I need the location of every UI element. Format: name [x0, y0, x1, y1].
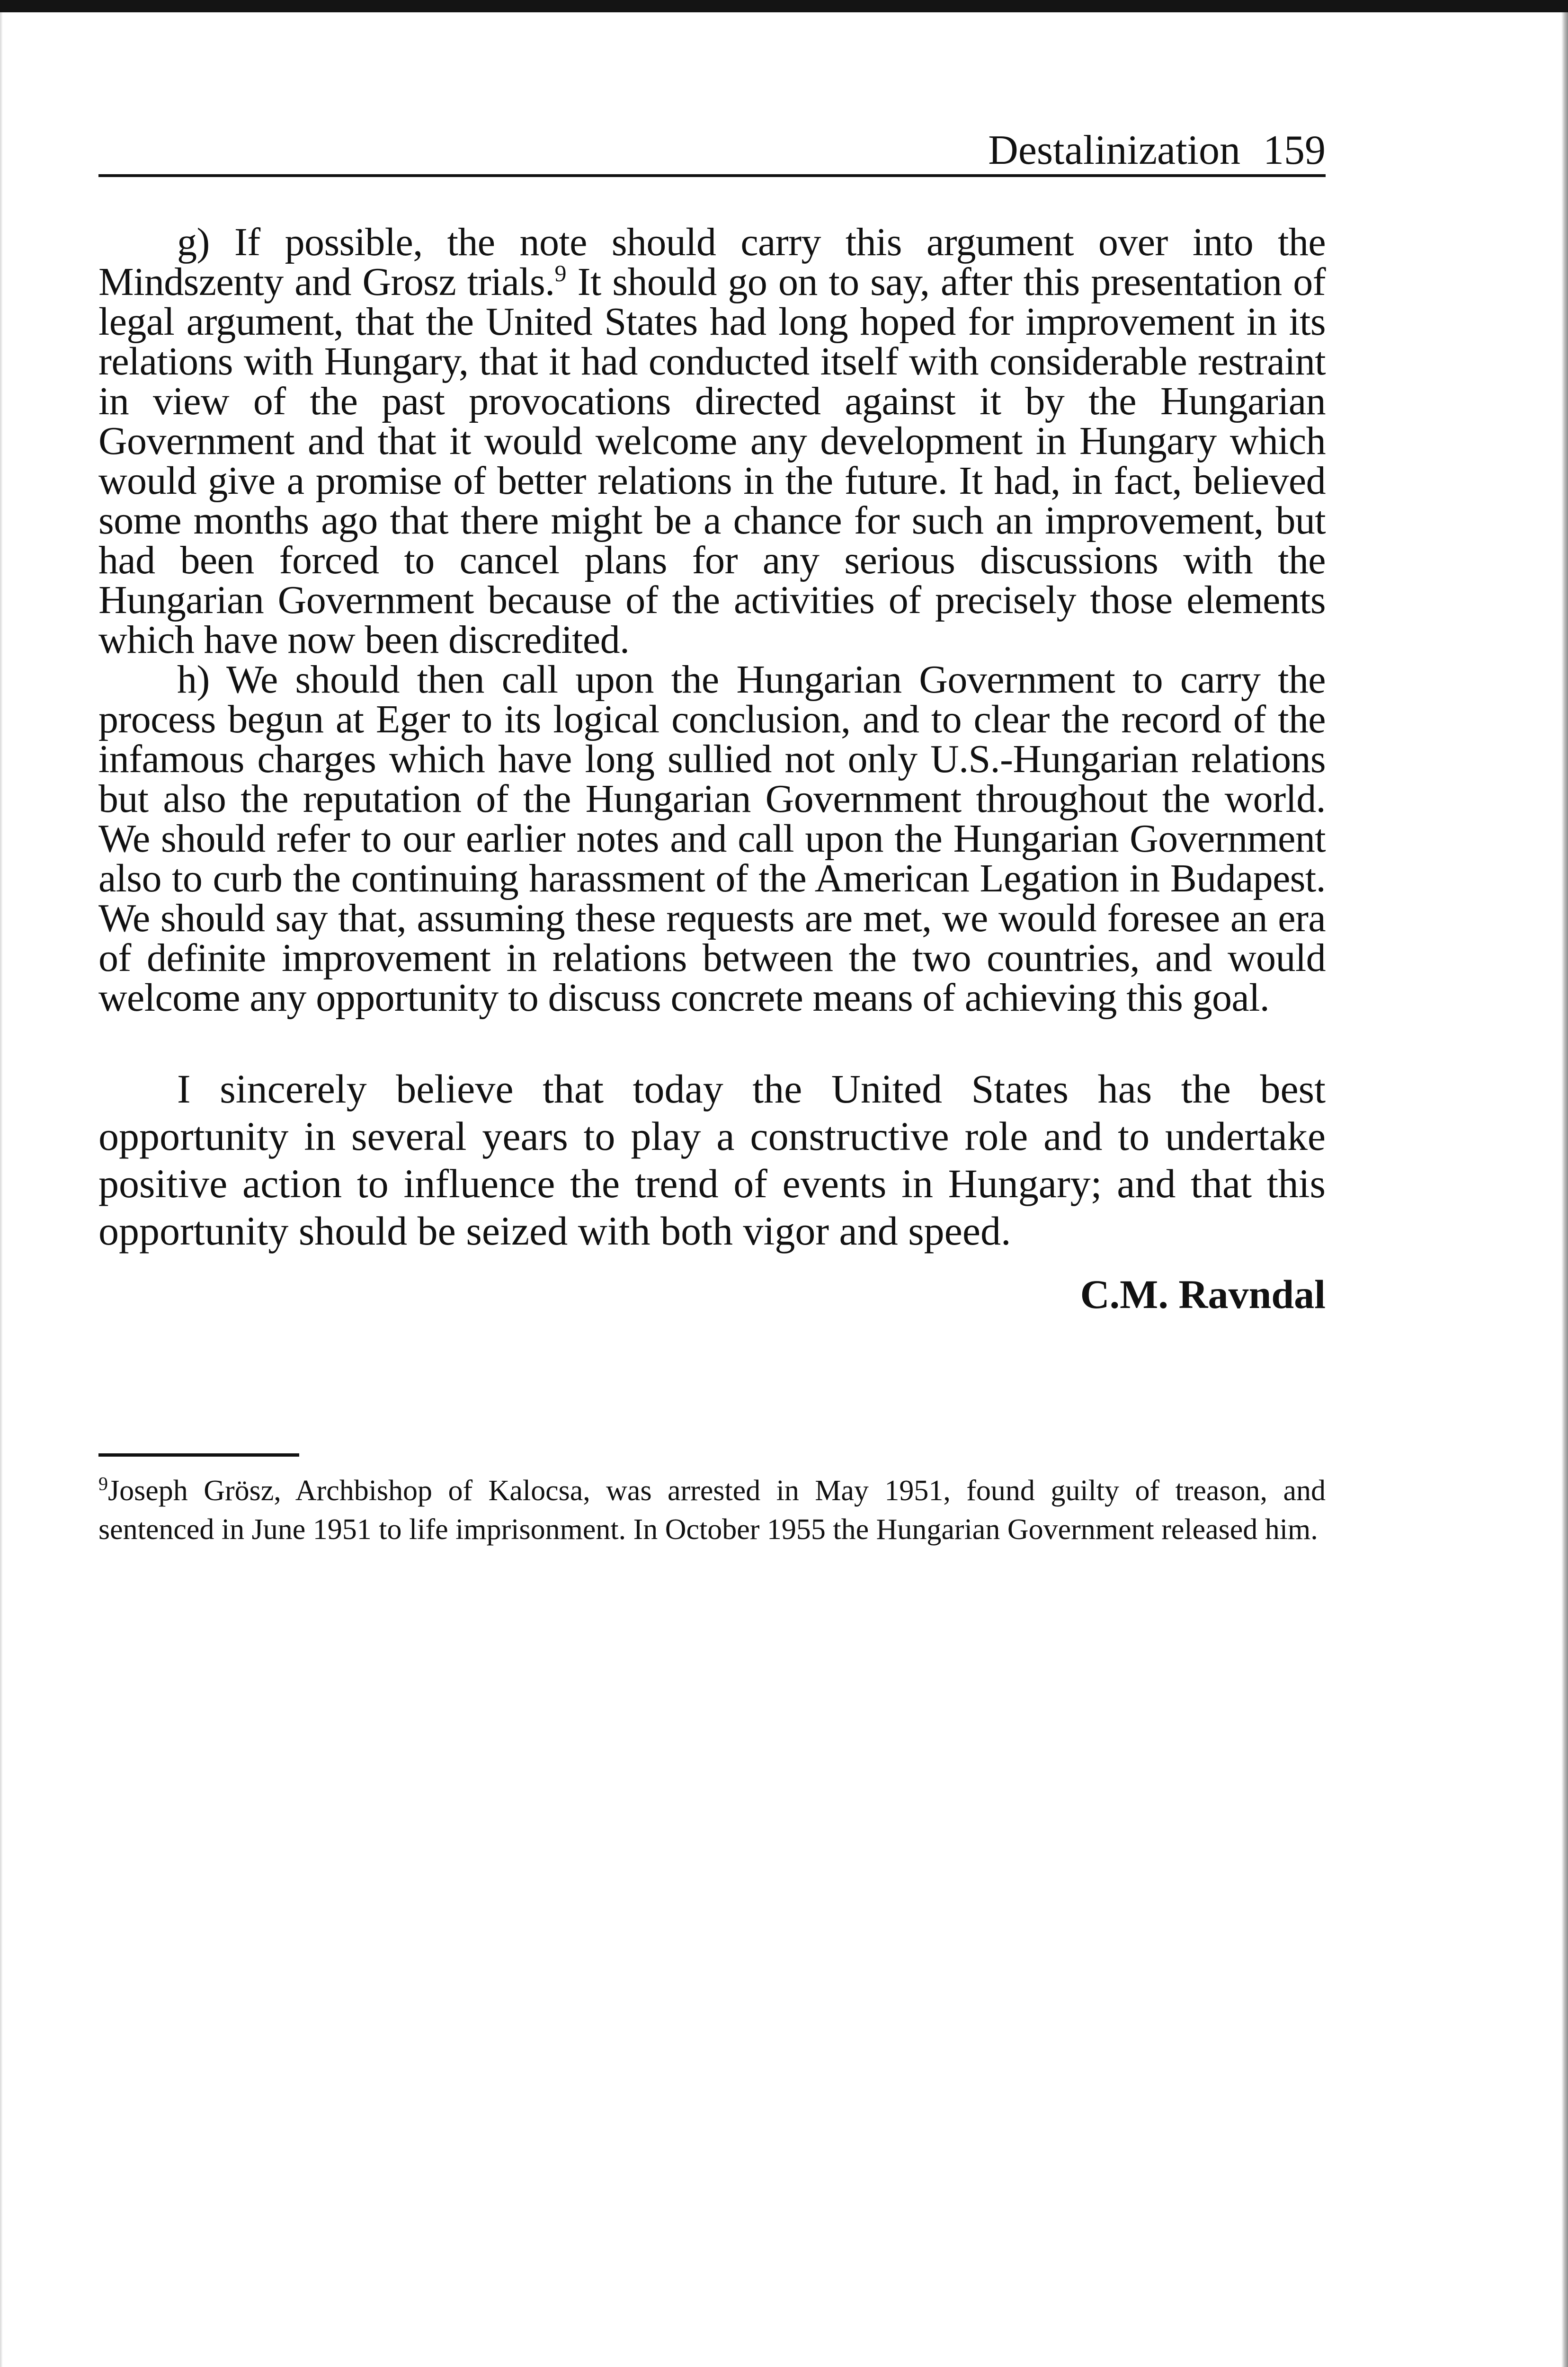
page-top-edge	[0, 0, 1568, 12]
page-right-edge	[1561, 12, 1568, 2367]
running-head	[98, 127, 1326, 177]
footnote-rule	[98, 1453, 299, 1457]
paragraph-h: h) We should then call upon the Hungarian Government to carry the process begun at Eger to its logical conclusion, and to clear the record of the infamous charges which have long sullied not only U.S.-Hungarian relations but also the reputation of the Hungarian Government throughout the world. We should refer to our earlier notes and call upon the Hungarian Government also to curb the continuing harassment of the American Legation in Budapest. We should say that, assuming these requests are met, we would foresee an era of definite improvement in relations between the two countries, and would welcome any opportunity to discuss concrete means of achieving this goal.	[98, 658, 1326, 1020]
paragraph-g-text: g) If possible, the note should carry this argument over into the Mindszenty and Grosz trials.	[98, 220, 1326, 304]
page-number: 159	[1263, 127, 1326, 173]
signature: C.M. Ravndal	[1080, 1272, 1326, 1317]
main-text	[98, 222, 1326, 1318]
footnote-reference: 9	[554, 260, 566, 286]
footnote	[98, 1471, 1326, 1549]
page-left-edge	[0, 12, 3, 2367]
paragraph-g-continuation: It should go on to say, after this presentation of legal argument, that the United States had long hoped for improvement in its relations with Hungary, that it had conducted itself with considerable restraint in view of the past provocations directed against it by the Hungarian Government and that it would welcome any development in Hungary which would give a promise of better relations in the future. It had, in fact, believed some months ago that there might be a chance for such an improvement, but had been forced to cancel plans for any serious discussions with the Hungarian Government because of the activities of precisely those elements which have now been discredited.	[98, 260, 1326, 662]
running-head-title: Destalinization	[988, 127, 1240, 173]
footnote-number: 9	[98, 1473, 108, 1495]
footnote-text: Joseph Grösz, Archbishop of Kalocsa, was arrested in May 1951, found guilty of treason, and sentenced in June 1951 to life imprisonment. In October 1955 the Hungarian Government released him.	[98, 1475, 1326, 1546]
closing-paragraph: I sincerely believe that today the United States has the best opportunity in several years to play a constructive role and to undertake positive action to influence the trend of events in Hungary; and that this opportunity should be seized with both vigor and speed.	[98, 1066, 1326, 1254]
paragraph-g	[98, 222, 1326, 660]
